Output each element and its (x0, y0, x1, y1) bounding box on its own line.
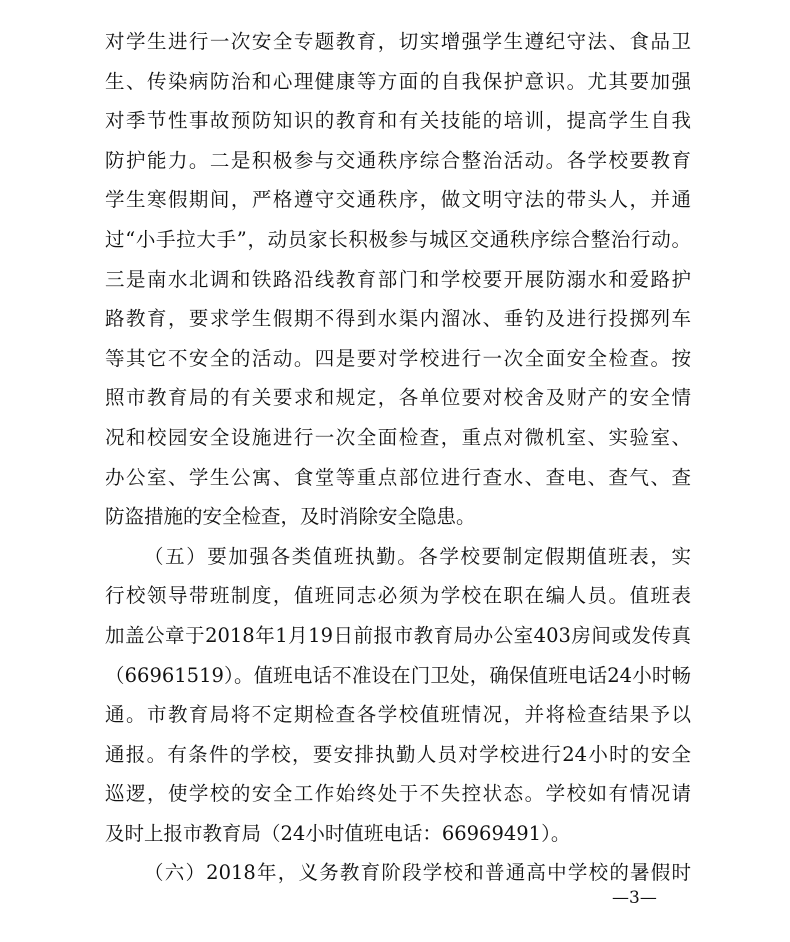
text-line: 及时上报市教育局（24小时值班电话：66969491）。 (105, 821, 571, 845)
text-line: 等其它不安全的活动。四是要对学校进行一次全面安全检查。按 (105, 346, 691, 370)
body-text (105, 22, 691, 893)
text-line: 三是南水北调和铁路沿线教育部门和学校要开展防溺水和爱路护 (105, 267, 691, 291)
text-line: 通。市教育局将不定期检查各学校值班情况，并将检查结果予以 (105, 703, 691, 727)
text-line: 学生寒假期间，严格遵守交通秩序，做文明守法的带头人，并通 (105, 188, 691, 212)
text-line: 况和校园安全设施进行一次全面检查，重点对微机室、实验室、 (105, 425, 691, 449)
page-number: —3— (612, 888, 657, 908)
text-line: （五）要加强各类值班执勤。各学校要制定假期值班表，实 (144, 544, 691, 568)
text-line: 过“小手拉大手”，动员家长积极参与城区交通秩序综合整治行动。 (105, 227, 691, 251)
text-line: 照市教育局的有关要求和规定，各单位要对校舍及财产的安全情 (105, 386, 691, 410)
text-line: 防护能力。二是积极参与交通秩序综合整治活动。各学校要教育 (105, 148, 691, 172)
text-line: 通报。有条件的学校，要安排执勤人员对学校进行24小时的安全 (105, 742, 691, 766)
text-line: 行校领导带班制度，值班同志必须为学校在职在编人员。值班表 (105, 584, 691, 608)
text-line: 对季节性事故预防知识的教育和有关技能的培训，提高学生自我 (105, 109, 691, 133)
text-line: 生、传染病防治和心理健康等方面的自我保护意识。尤其要加强 (105, 69, 691, 93)
text-line: （66961519）。值班电话不准设在门卫处，确保值班电话24小时畅 (105, 663, 691, 687)
text-line: 办公室、学生公寓、食堂等重点部位进行查水、查电、查气、查 (105, 465, 691, 489)
text-line: 对学生进行一次安全专题教育，切实增强学生遵纪守法、食品卫 (105, 30, 691, 53)
text-line: 防盗措施的安全检查，及时消除安全隐患。 (105, 505, 476, 529)
text-line: （六）2018年，义务教育阶段学校和普通高中学校的暑假时 (144, 861, 691, 885)
text-line: 巡逻，使学校的安全工作始终处于不失控状态。学校如有情况请 (105, 782, 691, 806)
text-line: 路教育，要求学生假期不得到水渠内溜冰、垂钓及进行投掷列车 (105, 307, 691, 331)
text-line: 加盖公章于2018年1月19日前报市教育局办公室403房间或发传真 (105, 623, 691, 647)
